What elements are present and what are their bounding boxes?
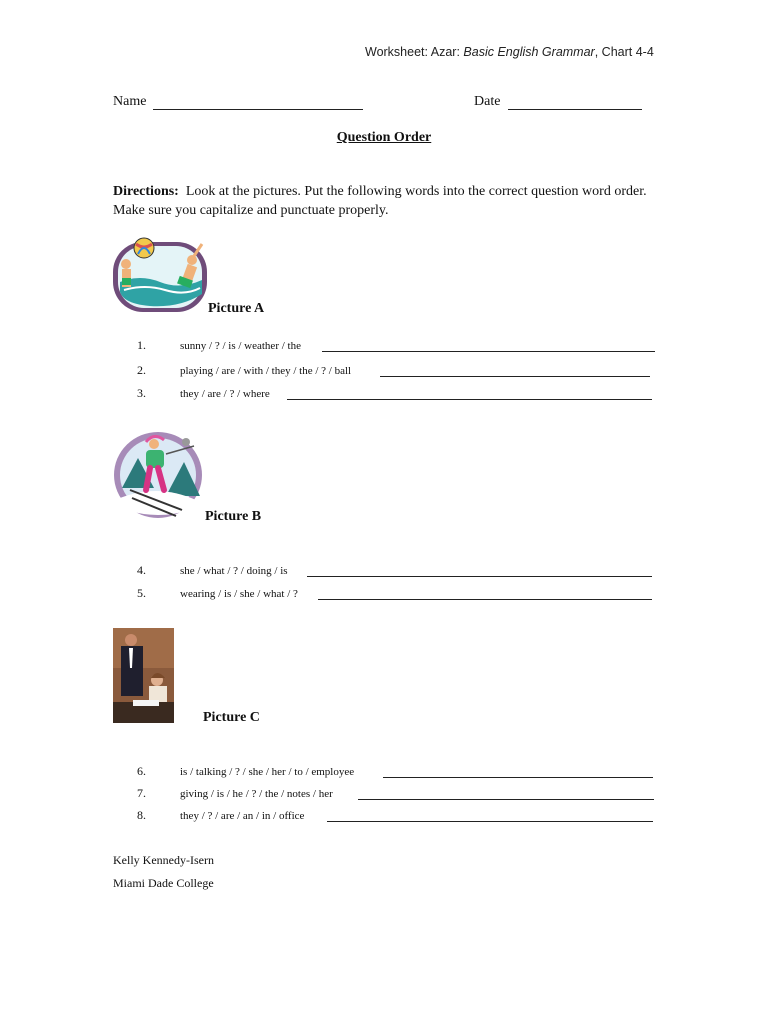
question-prompt: giving / is / he / ? / the / notes / her bbox=[180, 788, 333, 800]
directions-text: Look at the pictures. Put the following words into the correct question word order. Make sure you capitalize and punctuate properly. bbox=[113, 184, 647, 218]
picture-a-label: Picture A bbox=[208, 301, 265, 316]
author-institution: Miami Dade College bbox=[113, 876, 214, 890]
name-label: Name bbox=[113, 94, 147, 109]
date-field[interactable] bbox=[508, 109, 642, 110]
directions bbox=[113, 182, 673, 220]
question-number: 1. bbox=[137, 338, 146, 352]
question-prompt: is / talking / ? / she / her / to / employee bbox=[180, 766, 355, 778]
answer-line[interactable] bbox=[307, 576, 652, 577]
question-prompt: she / what / ? / doing / is bbox=[180, 565, 288, 577]
header-book-title: Basic English Grammar bbox=[463, 45, 595, 59]
question-prompt: they / ? / are / an / in / office bbox=[180, 810, 305, 822]
picture-a-image bbox=[110, 234, 210, 316]
header-suffix: , Chart 4-4 bbox=[594, 45, 654, 59]
name-field[interactable] bbox=[153, 109, 363, 110]
question-prompt: they / are / ? / where bbox=[180, 388, 270, 400]
header-prefix: Worksheet: Azar: bbox=[365, 45, 464, 59]
directions-label: Directions: bbox=[113, 184, 179, 199]
picture-c-label: Picture C bbox=[203, 710, 260, 725]
answer-line[interactable] bbox=[380, 376, 650, 377]
answer-line[interactable] bbox=[287, 399, 652, 400]
answer-line[interactable] bbox=[327, 821, 653, 822]
question-prompt: playing / are / with / they / the / ? / ball bbox=[180, 365, 352, 377]
page-title: Question Order bbox=[336, 130, 432, 145]
author-name: Kelly Kennedy-Isern bbox=[113, 853, 214, 867]
answer-line[interactable] bbox=[358, 799, 654, 800]
answer-line[interactable] bbox=[383, 777, 653, 778]
answer-line[interactable] bbox=[318, 599, 652, 600]
worksheet-header bbox=[365, 45, 654, 59]
question-prompt: wearing / is / she / what / ? bbox=[180, 588, 298, 600]
picture-b-label: Picture B bbox=[205, 509, 262, 524]
question-number: 4. bbox=[137, 563, 146, 577]
question-number: 5. bbox=[137, 586, 146, 600]
answer-line[interactable] bbox=[322, 351, 655, 352]
question-number: 6. bbox=[137, 764, 146, 778]
picture-b-image bbox=[110, 428, 206, 522]
question-number: 2. bbox=[137, 363, 146, 377]
question-number: 8. bbox=[137, 808, 146, 822]
question-prompt: sunny / ? / is / weather / the bbox=[180, 340, 301, 352]
question-number: 7. bbox=[137, 786, 146, 800]
question-number: 3. bbox=[137, 386, 146, 400]
picture-c-image bbox=[113, 628, 174, 723]
date-label: Date bbox=[474, 94, 501, 109]
